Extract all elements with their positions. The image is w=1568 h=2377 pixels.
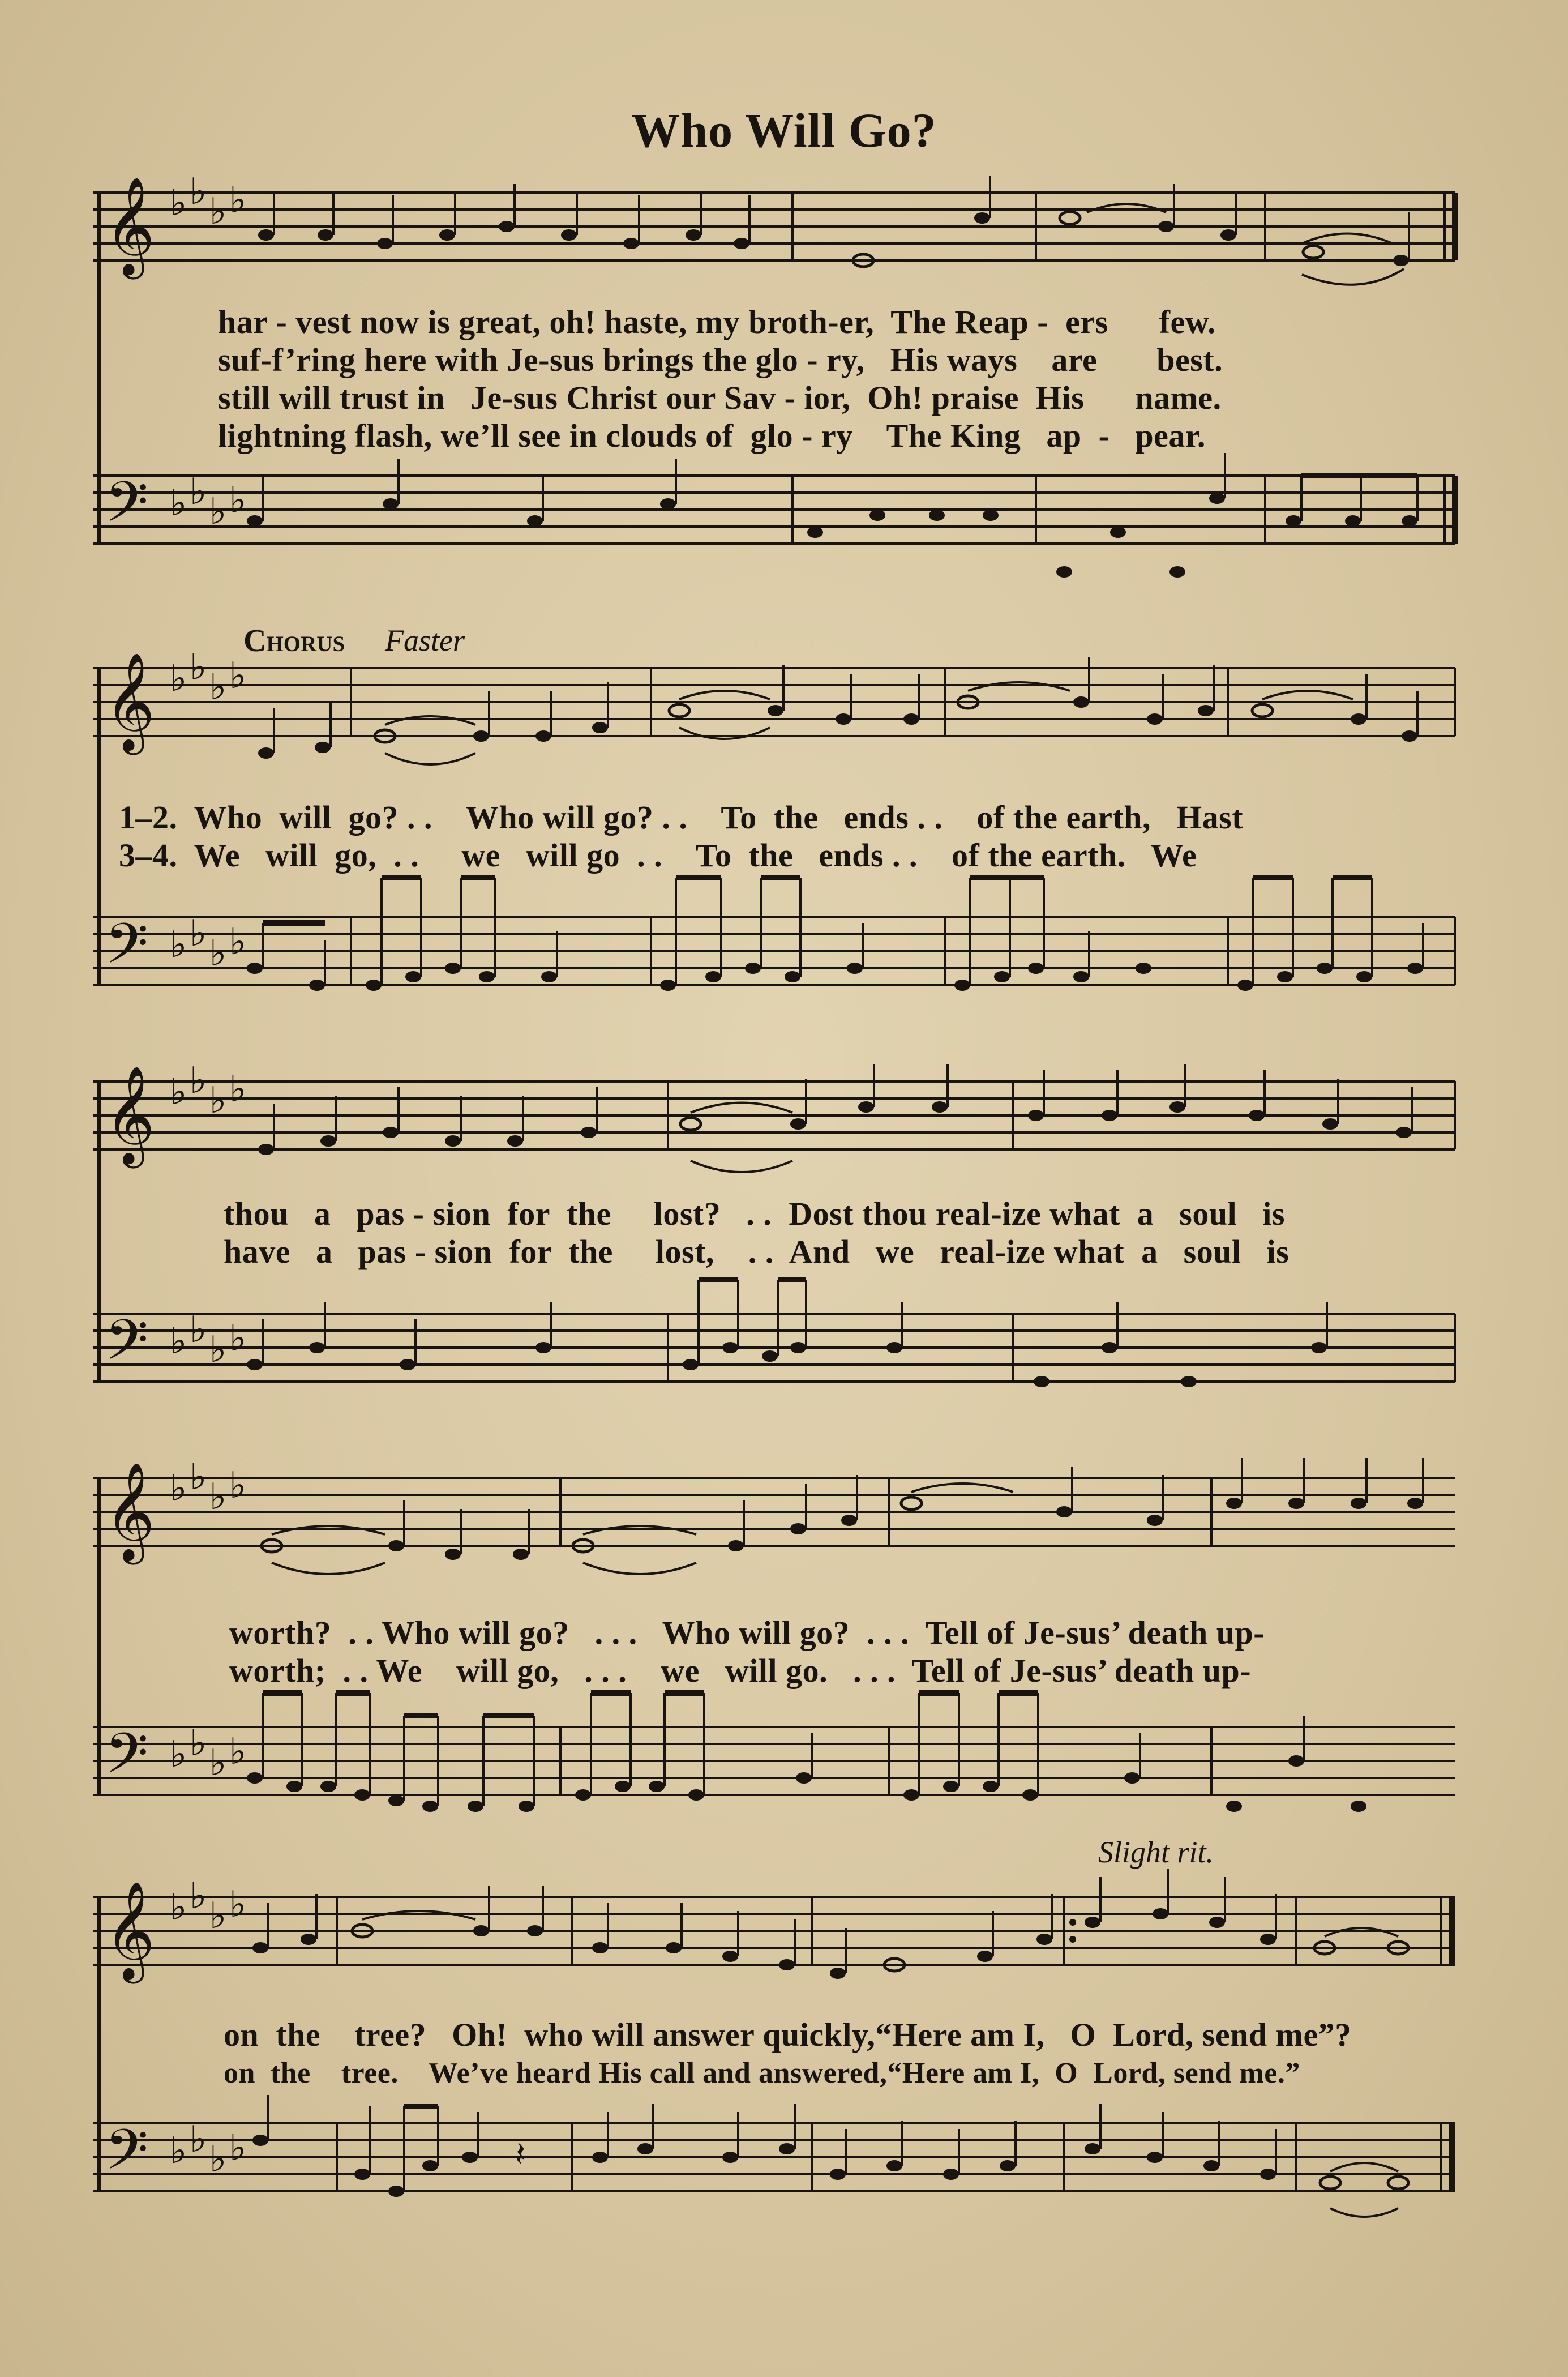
svg-text:𝄢: 𝄢 xyxy=(105,1308,149,1387)
svg-text:♭: ♭ xyxy=(229,1731,247,1773)
lyric-line: worth; . . We will go, . . . we will go. . . . Tell of Je-sus’ death up- xyxy=(229,1652,1252,1689)
lyric-line: suf-f’ring here with Je-sus brings the glo - ry, His ways are best. xyxy=(218,341,1223,378)
svg-text:♭: ♭ xyxy=(170,1887,187,1929)
svg-text:♭: ♭ xyxy=(190,471,207,513)
svg-text:𝄞: 𝄞 xyxy=(105,652,155,751)
svg-text:♭: ♭ xyxy=(209,933,227,974)
lyric-line: on the tree. We’ve heard His call and answered,“Here am I, O Lord, send me.” xyxy=(224,2057,1300,2089)
svg-text:♭: ♭ xyxy=(209,666,227,708)
lyric-line: har - vest now is great, oh! haste, my broth-er, The Reap - ers few. xyxy=(218,303,1216,340)
music-system-1 xyxy=(0,170,1568,640)
ritardando-marking: Slight rit. xyxy=(1098,1835,1214,1869)
music-system-5 xyxy=(0,1835,1568,2265)
lyric-line: 1–2. Who will go? . . Who will go? . . To the ends . . of the earth, Hast xyxy=(119,799,1244,836)
music-system-2 xyxy=(0,623,1568,1053)
svg-text:♭: ♭ xyxy=(229,655,247,697)
svg-text:♭: ♭ xyxy=(209,1080,227,1122)
svg-text:♭: ♭ xyxy=(209,2139,227,2181)
music-system-4 xyxy=(0,1455,1568,1874)
svg-text:♭: ♭ xyxy=(229,1465,247,1507)
lyric-line: on the tree? Oh! who will answer quickly,“Here am I, O Lord, send me”? xyxy=(224,2016,1352,2053)
svg-text:𝄞: 𝄞 xyxy=(105,1881,155,1980)
svg-text:♭: ♭ xyxy=(170,924,187,966)
svg-text:♭: ♭ xyxy=(209,1476,227,1518)
svg-text:♭: ♭ xyxy=(229,179,247,221)
svg-text:♭: ♭ xyxy=(170,182,187,224)
svg-text:♭: ♭ xyxy=(229,921,247,963)
svg-text:♭: ♭ xyxy=(170,658,187,700)
svg-text:♭: ♭ xyxy=(170,1320,187,1362)
svg-text:♭: ♭ xyxy=(190,913,207,955)
svg-text:♭: ♭ xyxy=(170,1734,187,1776)
tempo-marking: Faster xyxy=(385,623,465,657)
svg-text:♭: ♭ xyxy=(229,480,247,521)
svg-text:♭: ♭ xyxy=(229,2127,247,2169)
svg-text:♭: ♭ xyxy=(190,1309,207,1351)
lyric-line: still will trust in Je-sus Christ our Sav - ior, Oh! praise His name. xyxy=(218,379,1222,416)
lyric-line: thou a pas - sion for the lost? . . Dost thou real-ize what a soul is xyxy=(224,1195,1285,1232)
svg-text:♭: ♭ xyxy=(209,1895,227,1937)
svg-text:♭: ♭ xyxy=(229,1318,247,1359)
svg-text:♭: ♭ xyxy=(190,647,207,689)
svg-text:𝄽: 𝄽 xyxy=(515,2135,526,2174)
svg-text:♭: ♭ xyxy=(190,1875,207,1917)
svg-text:♭: ♭ xyxy=(170,1468,187,1510)
svg-text:𝄢: 𝄢 xyxy=(105,912,149,990)
svg-text:♭: ♭ xyxy=(209,191,227,233)
svg-text:♭: ♭ xyxy=(170,2130,187,2172)
svg-text:♭: ♭ xyxy=(190,171,207,213)
hymn-title: Who Will Go? xyxy=(631,103,937,157)
music-system-3 xyxy=(0,1064,1568,1461)
lyric-line: have a pas - sion for the lost, . . And we real-ize what a soul is xyxy=(224,1233,1289,1270)
svg-text:𝄢: 𝄢 xyxy=(105,1721,149,1800)
lyric-line: worth? . . Who will go? . . . Who will go? . . . Tell of Je-sus’ death up- xyxy=(229,1614,1265,1651)
svg-text:♭: ♭ xyxy=(190,1064,207,1102)
svg-text:𝄞: 𝄞 xyxy=(105,177,155,275)
svg-text:𝄞: 𝄞 xyxy=(105,1066,155,1164)
svg-text:♭: ♭ xyxy=(190,1722,207,1764)
lyric-line: lightning flash, we’ll see in clouds of glo - ry The King ap - pear. xyxy=(218,417,1206,454)
svg-text:♭: ♭ xyxy=(170,1071,187,1113)
svg-text:𝄢: 𝄢 xyxy=(105,470,149,549)
chorus-label: Chorus xyxy=(243,623,345,659)
svg-text:♭: ♭ xyxy=(209,491,227,533)
svg-text:♭: ♭ xyxy=(229,1068,247,1110)
svg-text:♭: ♭ xyxy=(170,482,187,524)
svg-text:𝄞: 𝄞 xyxy=(105,1462,155,1561)
svg-text:♭: ♭ xyxy=(190,2119,207,2161)
svg-text:♭: ♭ xyxy=(190,1456,207,1498)
svg-text:♭: ♭ xyxy=(209,1329,227,1371)
svg-text:♭: ♭ xyxy=(209,1742,227,1784)
svg-text:♭: ♭ xyxy=(229,1884,247,1926)
lyric-line: 3–4. We will go, . . we will go . . To the ends . . of the earth. We xyxy=(119,837,1197,874)
svg-text:𝄢: 𝄢 xyxy=(105,2118,149,2196)
